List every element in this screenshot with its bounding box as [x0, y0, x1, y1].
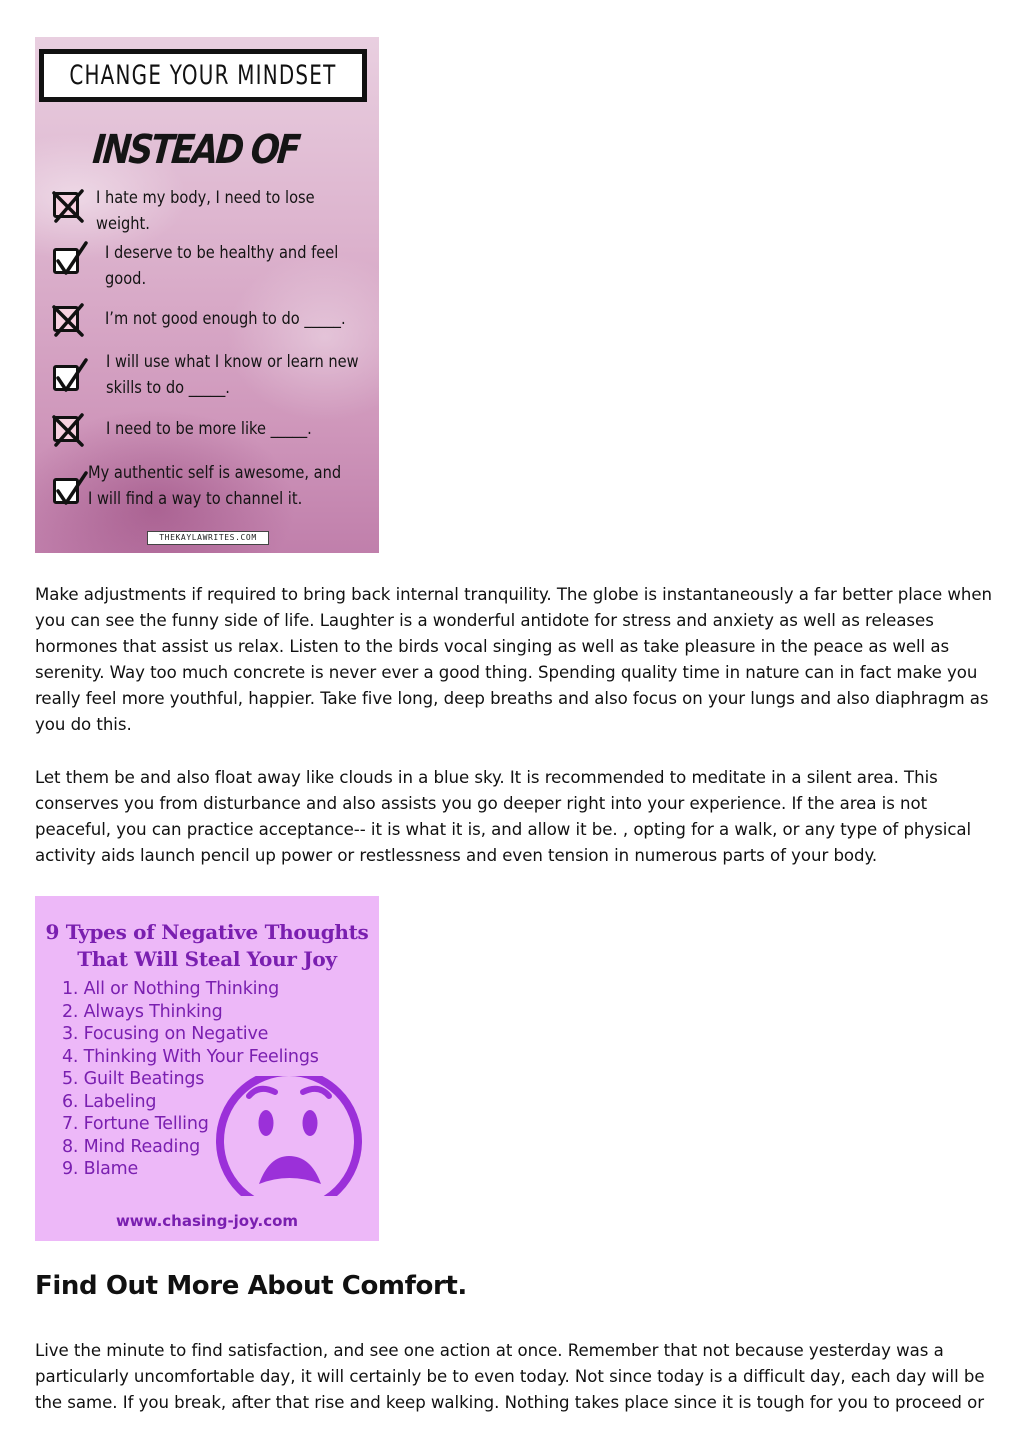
poster-item-text: I deserve to be healthy and feel — [105, 243, 339, 263]
list-item: 2. Always Thinking — [62, 1001, 223, 1022]
check-box-icon — [53, 478, 79, 504]
negative-thoughts-image — [35, 896, 379, 1241]
poster-item-text: I need to be more like _____. — [106, 419, 312, 439]
check-box-icon — [53, 248, 79, 274]
sad-face-icon — [215, 1076, 365, 1196]
list-item: 3. Focusing on Negative — [62, 1024, 269, 1044]
poster-item-text: skills to do _____. — [106, 378, 230, 398]
poster-title-box — [39, 49, 367, 102]
poster-item-text: I will find a way to channel it. — [88, 489, 303, 509]
paragraph-2: Let them be and also float away like clouds in a blue sky. It is recommended to meditate in a silent area. This conserves you from disturbance and also assists you go deeper right into your experience. If the area is not peaceful, you can practice acceptance-- it is what it is, and allow it be. , opting for a walk, or any type of physical activity aids launch pencil up power or restlessness and even tension in numerous parts of your body. — [35, 768, 972, 865]
paragraph-3: Live the minute to find satisfaction, and see one action at once. Remember that not because yesterday was a particularly uncomfortable day, it will certainly be to even today. Not since today is a difficult day, each day will be the same. If you break, after that rise and keep walking. Nothing takes place since it is tough for you to proceed or — [35, 1341, 985, 1412]
change-your-mindset-image — [35, 37, 379, 553]
list-item: 6. Labeling — [62, 1091, 157, 1112]
list-item: 4. Thinking With Your Feelings — [62, 1046, 319, 1067]
x-box-icon — [53, 192, 79, 218]
list-item: 1. All or Nothing Thinking — [62, 979, 280, 999]
card-url: www.chasing-joy.com — [115, 1212, 299, 1230]
poster-item-text: My authentic self is awesome, and — [88, 463, 342, 483]
section-heading: Find Out More About Comfort. — [35, 1271, 467, 1301]
list-item: 7. Fortune Telling — [62, 1114, 209, 1134]
poster-subtitle: INSTEAD OF — [90, 127, 301, 173]
poster-item-text: I hate my body, I need to lose — [96, 188, 315, 208]
list-item: 9. Blame — [62, 1159, 139, 1179]
poster-item-text: I’m not good enough to do _____. — [105, 309, 346, 329]
list-item: 5. Guilt Beatings — [62, 1069, 205, 1089]
poster-item-text: I will use what I know or learn new — [106, 352, 359, 372]
list-item: 8. Mind Reading — [62, 1136, 201, 1157]
card-title-line-2: That Will Steal Your Joy — [77, 947, 337, 971]
card-title-line-1: 9 Types of Negative Thoughts — [45, 920, 369, 944]
poster-title: CHANGE YOUR MINDSET — [69, 60, 337, 91]
check-box-icon — [53, 365, 79, 391]
x-box-icon — [53, 306, 79, 332]
paragraph-1: Make adjustments if required to bring back internal tranquility. The globe is instantaneously a far better place when you can see the funny side of life. Laughter is a wonderful antidote for stress and anxiety as well as releases hormones that assist us relax. Listen to the birds vocal singing as well as take pleasure in the peace as well as serenity. Way too much concrete is never ever a good thing. Spending quality time in nature can in fact make you really feel more youthful, happier. Take five long, deep breaths and also focus on your lungs and also diaphragm as you do this. — [35, 585, 992, 734]
poster-footer: THEKAYLAWRITES.COM — [147, 531, 269, 545]
x-box-icon — [53, 416, 79, 442]
poster-item-text: good. — [105, 269, 147, 289]
poster-item-text: weight. — [96, 214, 150, 234]
